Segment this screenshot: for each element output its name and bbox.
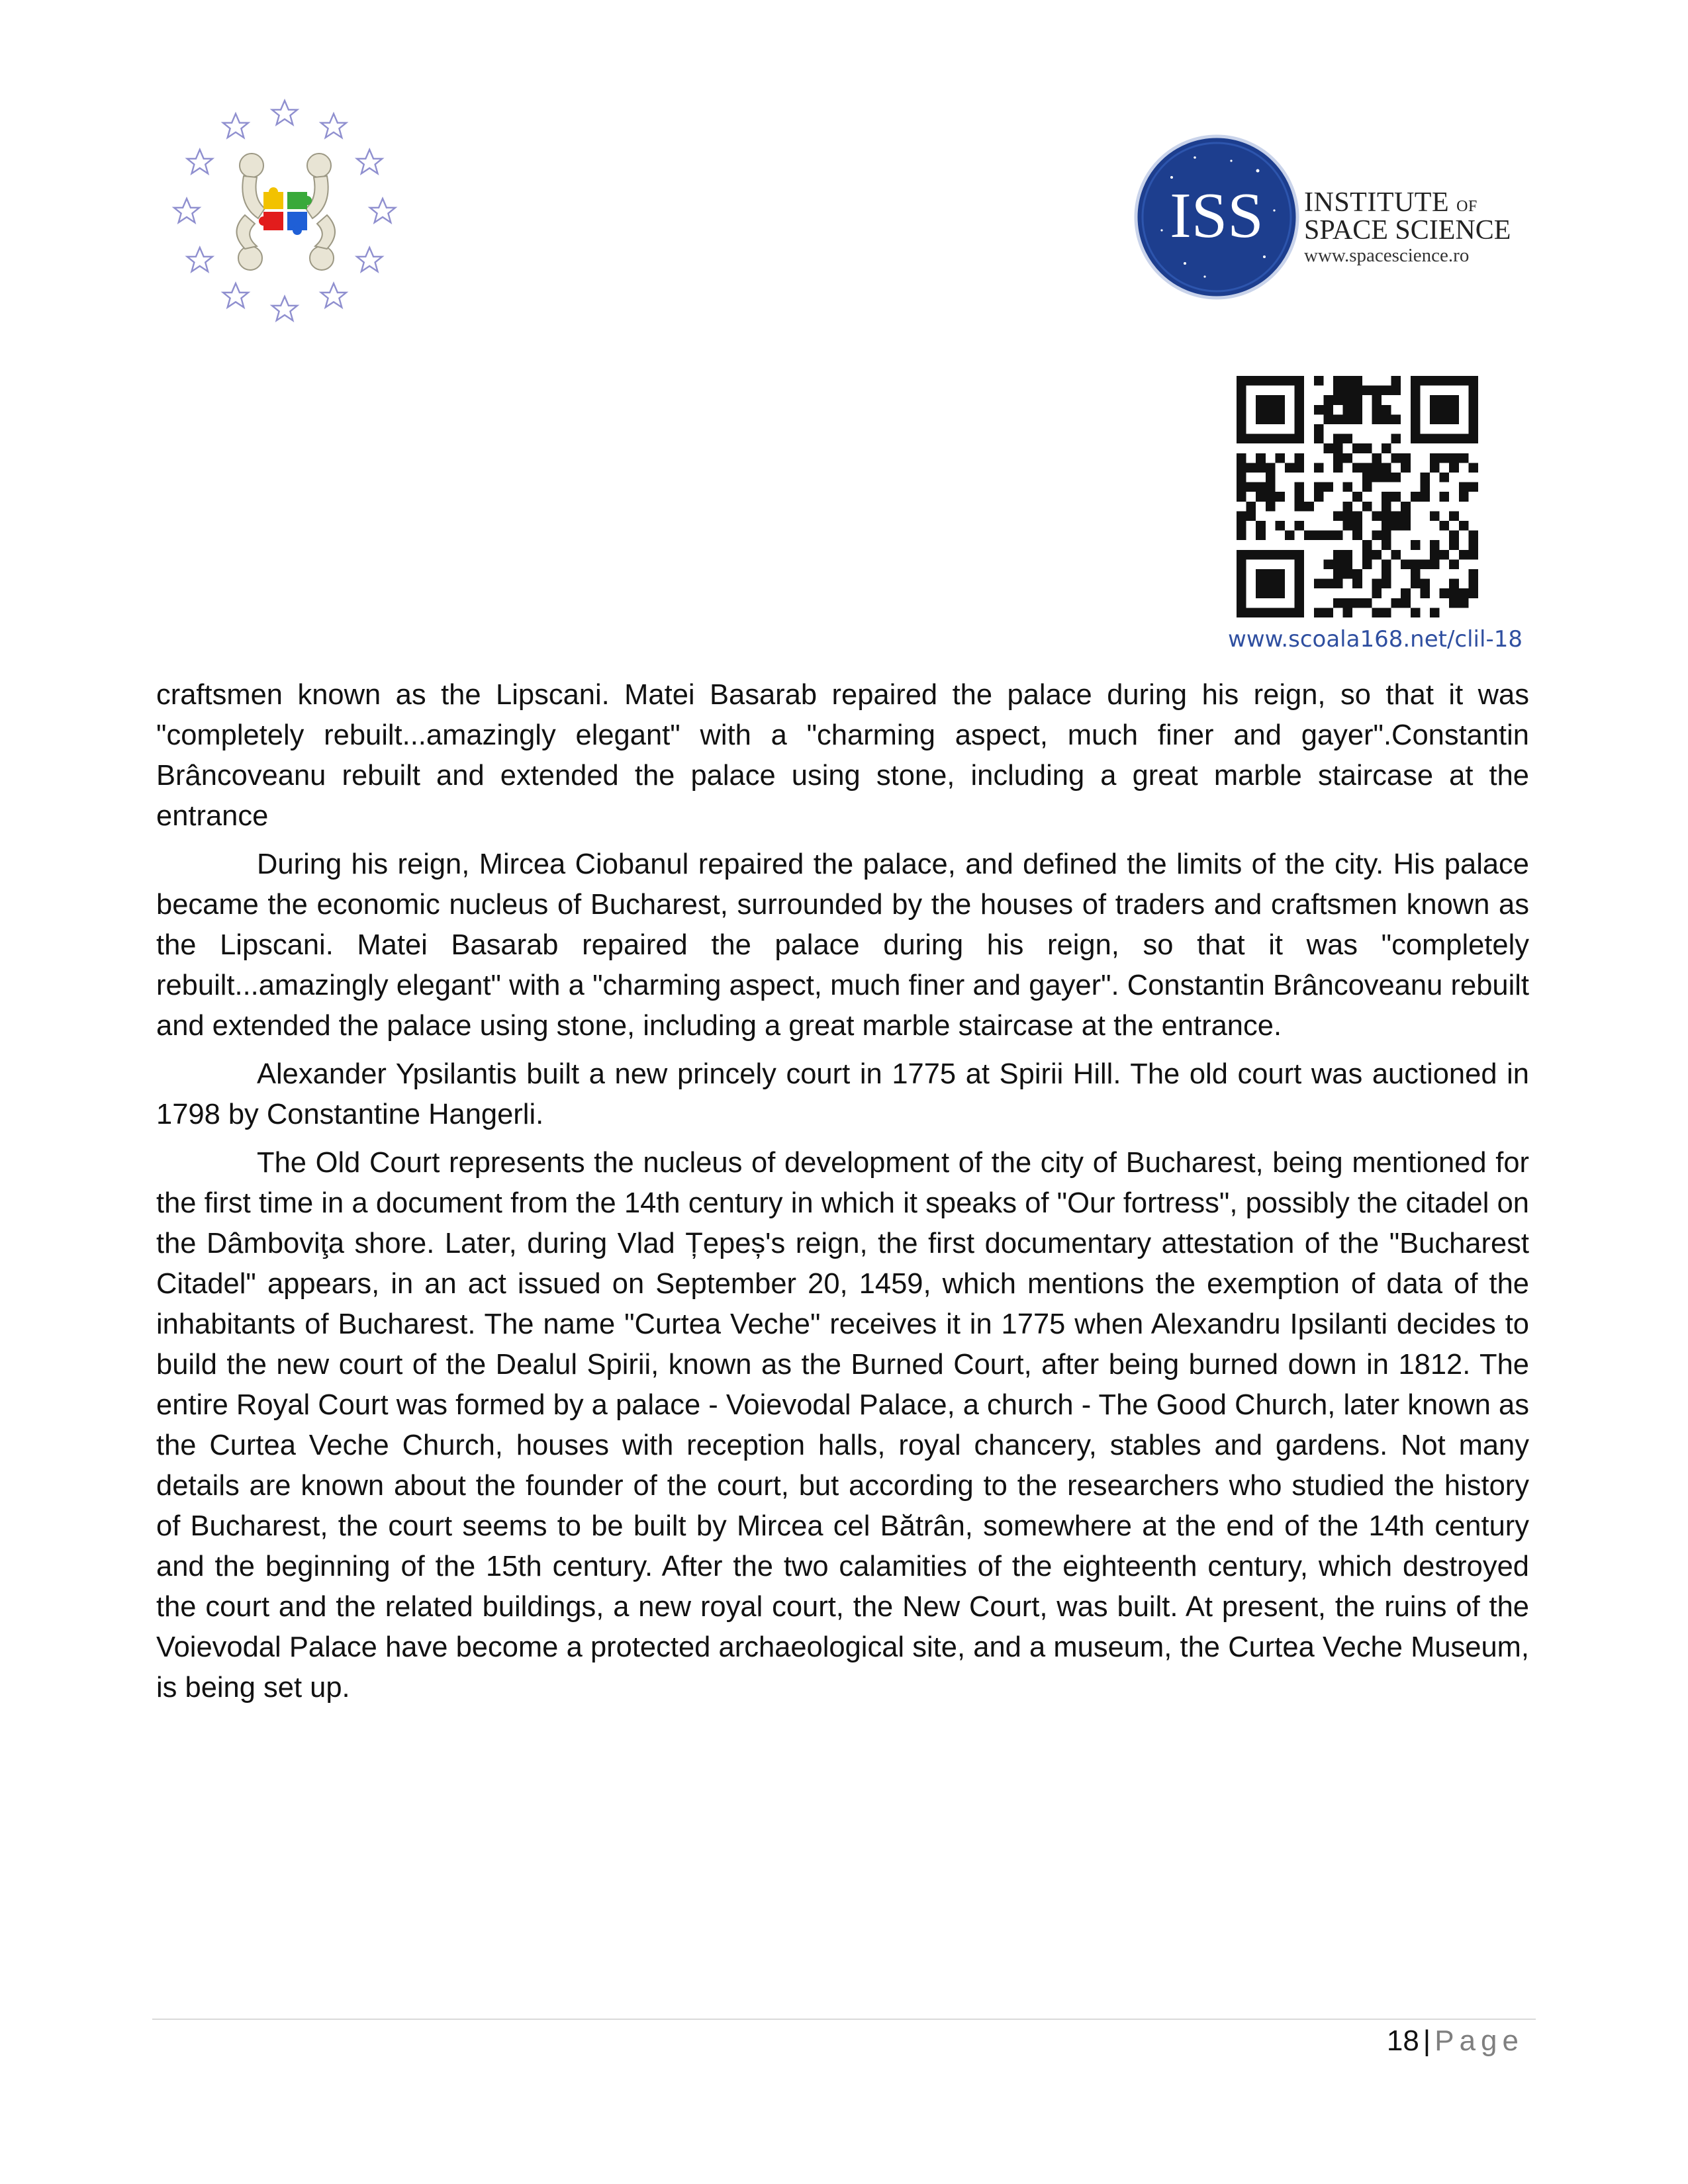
iss-logo [1132, 131, 1556, 303]
iss-website: www.spacescience.ro [1304, 245, 1470, 266]
star-icon [272, 296, 297, 320]
star-icon [187, 248, 212, 271]
star-icon [321, 283, 346, 307]
body-text [156, 675, 1529, 1716]
star-icon [223, 283, 248, 307]
paragraph: The Old Court represents the nucleus of development of the city of Bucharest, being mentioned for the first time in a document from the 14th century in which it speaks of "Our fortress", possibly the citadel on the Dâmboviţa shore. Later, during Vlad Țepeș's reign, the first documentary attestation of the "Bucharest Citadel" appears, in an act issued on September 20, 1459, which mentions the exemption of data of the inhabitants of Bucharest. The name "Curtea Veche" receives it in 1775 when Alexandru Ipsilanti decides to build the new court of the Dealul Spirii, known as the Burned Court, after being burned down in 1812. The entire Royal Court was formed by a palace - Voievodal Palace, a church - The Good Church, later known as the Curtea Veche Church, houses with reception halls, royal chancery, stables and gardens. Not many details are known about the founder of the court, but according to the researchers who studied the history of Bucharest, the court seems to be built by Mircea cel Bătrân, somewhere at the end of the 14th century and the beginning of the 15th century. After the two calamities of the eighteenth century, which destroyed the court and the related buildings, a new royal court, the New Court, was built. At present, the ruins of the Voievodal Palace have become a protected archaeological site, and a museum, the Curtea Veche Museum, is being set up. [156, 1147, 1529, 1704]
star-icon [187, 150, 212, 173]
qr-link[interactable]: www.scoala168.net/clil-18 [1228, 626, 1523, 653]
page-number: 18 | Page [1386, 2025, 1524, 2057]
star-ring-icon [174, 101, 395, 320]
star-icon [223, 114, 248, 138]
star-icon [321, 114, 346, 138]
iss-name-line1: INSTITUTE OF [1304, 187, 1477, 218]
qr-code[interactable] [1237, 376, 1478, 617]
svg-text:ISS: ISS [1170, 180, 1264, 251]
star-icon [174, 199, 199, 222]
paragraph: craftsmen known as the Lipscani. Matei Basarab repaired the palace during his reign, so that it was "completely rebuilt...amazingly elegant" with a "charming aspect, much finer and gayer".Constantin Brâncoveanu rebuilt and extended the palace using stone, including a great marble staircase at the entrance [156, 679, 1529, 832]
project-logo [165, 93, 404, 331]
paragraph: During his reign, Mircea Ciobanul repaired the palace, and defined the limits of the city. His palace became the economic nucleus of Bucharest, surrounded by the houses of traders and craftsmen known as the Lipscani. Matei Basarab repaired the palace during his reign, so that it was "completely rebuilt...amazingly elegant" with a "charming aspect, much finer and gayer". Constantin Brâncoveanu rebuilt and extended the palace using stone, including a great marble staircase at the entrance. [156, 848, 1529, 1042]
paragraph: Alexander Ypsilantis built a new princely court in 1775 at Spirii Hill. The old court was auctioned in 1798 by Constantine Hangerli. [156, 1058, 1529, 1130]
qr-code-icon [1237, 376, 1478, 617]
iss-circle-icon [1132, 131, 1304, 303]
star-icon [370, 199, 395, 222]
star-icon [357, 248, 382, 271]
figures-icon [237, 154, 336, 270]
puzzle-icon [259, 187, 312, 235]
star-icon [357, 150, 382, 173]
iss-name-line2: SPACE SCIENCE [1304, 215, 1511, 246]
star-icon [272, 101, 297, 124]
